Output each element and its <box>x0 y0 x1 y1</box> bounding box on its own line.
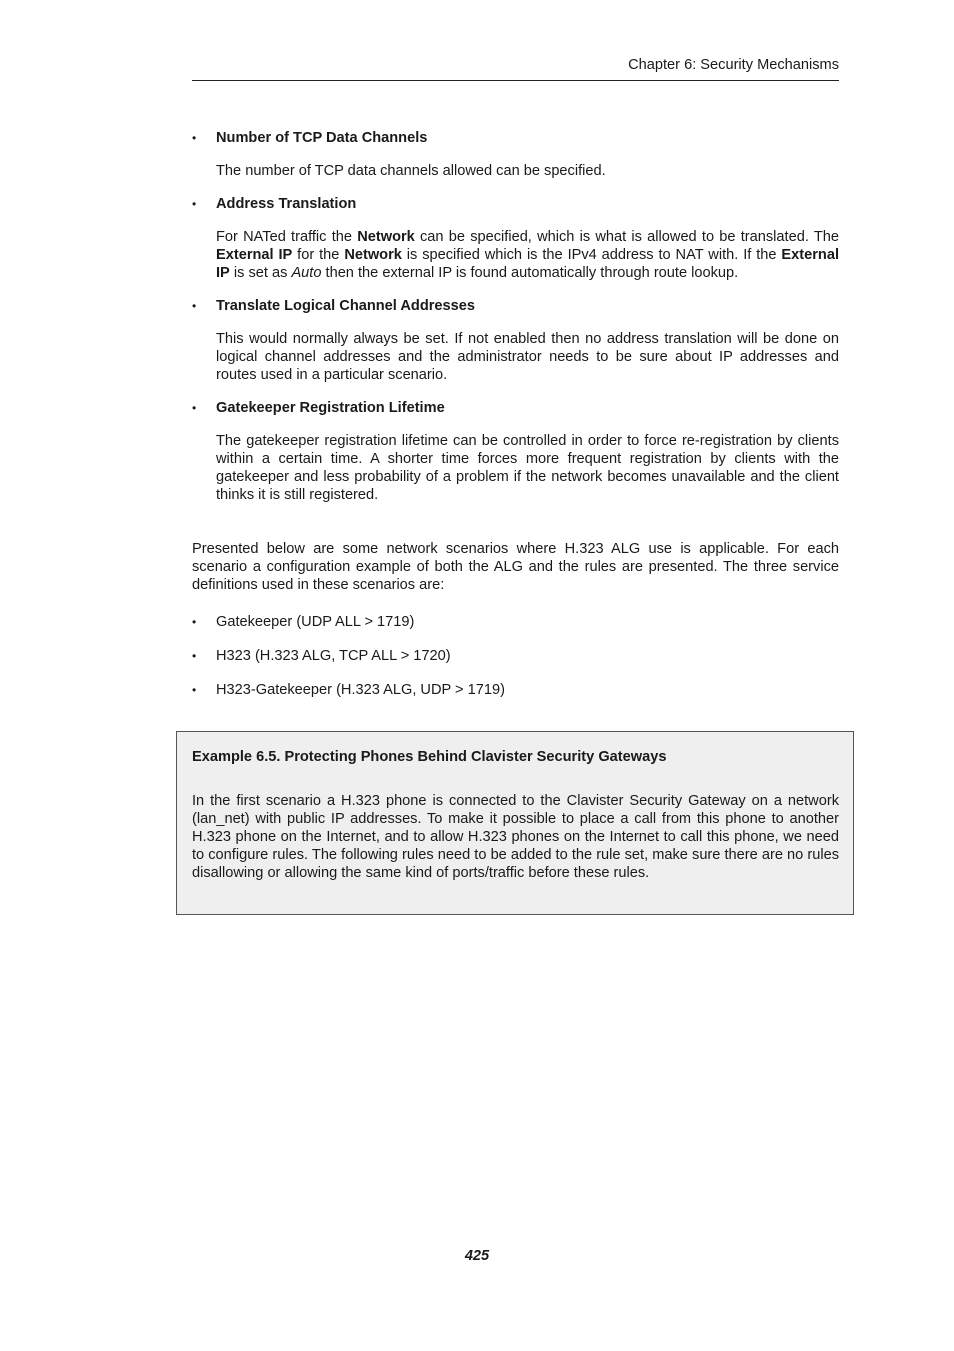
bullet-icon: • <box>192 649 197 663</box>
option-item <box>192 194 839 282</box>
option-item <box>192 128 839 180</box>
option-description <box>216 228 839 282</box>
bold-term: Network <box>344 247 402 263</box>
bold-term: External IP <box>216 247 293 263</box>
page-header <box>192 56 839 81</box>
bullet-icon: • <box>192 401 197 415</box>
option-title: Number of TCP Data Channels <box>216 130 428 146</box>
option-description <box>216 432 839 504</box>
service-definition-text: H323 (H.323 ALG, TCP ALL > 1720) <box>216 648 451 664</box>
text-run: is set as <box>229 265 292 281</box>
bullet-icon: • <box>192 683 197 697</box>
chapter-title: Chapter 6: Security Mechanisms <box>628 57 839 73</box>
option-title: Translate Logical Channel Addresses <box>216 298 475 314</box>
bullet-icon: • <box>192 131 197 145</box>
option-description <box>216 162 839 180</box>
bold-term: External IP <box>216 247 839 281</box>
bullet-icon: • <box>192 615 197 629</box>
service-definition-text: Gatekeeper (UDP ALL > 1719) <box>216 614 415 630</box>
text-run: for the <box>292 247 345 263</box>
option-item <box>192 398 839 504</box>
text-run: This would normally always be set. If not enabled then no address translation will be done on logical channel addresses and the administrator needs to be sure about IP addresses and routes used in a particular scenario. <box>216 331 839 383</box>
option-item <box>192 296 839 384</box>
text-run: The gatekeeper registration lifetime can be controlled in order to force re-registration by clients within a certain time. A shorter time forces more frequent registration by clients with the gatekeeper and less probability of a problem if the network becomes unavailable and the client thinks it is still registered. <box>216 433 839 503</box>
option-title: Address Translation <box>216 196 357 212</box>
option-title: Gatekeeper Registration Lifetime <box>216 400 445 416</box>
example-text: In the first scenario a H.323 phone is connected to the Clavister Security Gateway on a network (lan_net) with public IP addresses. To make it possible to place a call from this phone to another H.323 phone on the Internet, and to allow H.323 phones on the Internet to call this phone, we need to configure rules. The following rules need to be added to the rule set, make sure there are no rules disallowing or allowing the same kind of ports/traffic before these rules. <box>192 793 839 881</box>
option-list <box>192 128 839 504</box>
option-description <box>216 330 839 384</box>
service-definition-list <box>192 613 839 699</box>
text-run: can be specified, which is what is allowed to be translated. The <box>414 229 839 245</box>
service-definition-item <box>192 613 839 631</box>
italic-term: Auto <box>291 265 322 281</box>
text-run: is specified which is the IPv4 address to NAT with. If the <box>401 247 782 263</box>
service-definition-text: H323-Gatekeeper (H.323 ALG, UDP > 1719) <box>216 682 505 698</box>
page-content <box>192 128 839 699</box>
service-definition-item <box>192 681 839 699</box>
bold-term: Network <box>357 229 415 245</box>
text-run: For NATed traffic the <box>216 229 358 245</box>
bullet-icon: • <box>192 197 197 211</box>
text-run: then the external IP is found automatically through route lookup. <box>321 265 739 281</box>
bullet-icon: • <box>192 299 197 313</box>
page-number: 425 <box>464 1248 490 1264</box>
intro-paragraph: Presented below are some network scenarios where H.323 ALG use is applicable. For each scenario a configuration example of both the ALG and the rules are presented. The three service definitions used in these scenarios are: <box>192 541 839 593</box>
service-definition-item <box>192 647 839 665</box>
example-box <box>176 731 854 915</box>
example-title: Example 6.5. Protecting Phones Behind Clavister Security Gateways <box>192 749 667 765</box>
text-run: The number of TCP data channels allowed can be specified. <box>216 163 606 179</box>
